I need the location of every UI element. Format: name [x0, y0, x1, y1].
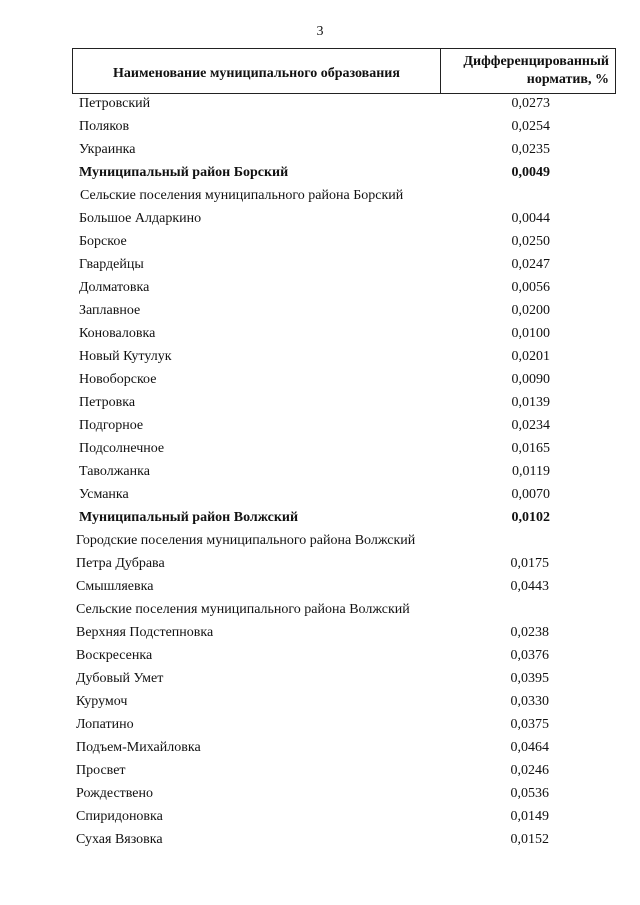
normative-value: 0,0149 — [510, 809, 549, 824]
table-header — [72, 48, 616, 94]
table-row — [0, 117, 640, 140]
normative-value: 0,0464 — [510, 740, 549, 755]
municipality-name: Петра Дубрава — [76, 556, 165, 571]
section-row — [0, 531, 640, 554]
normative-value: 0,0376 — [510, 648, 549, 663]
municipality-name: Сухая Вязовка — [76, 832, 163, 847]
municipality-name: Борское — [79, 234, 127, 249]
municipality-name: Сельские поселения муниципального района Борский — [80, 188, 404, 203]
normative-value: 0,0139 — [511, 395, 550, 410]
normative-value: 0,0056 — [511, 280, 550, 295]
municipality-name: Подсолнечное — [79, 441, 165, 456]
table-row — [0, 646, 640, 669]
municipality-name: Сельские поселения муниципального района Волжский — [76, 602, 410, 617]
normative-value: 0,0175 — [510, 556, 549, 571]
table-row — [0, 669, 640, 692]
table-row — [0, 623, 640, 646]
municipality-name: Подгорное — [79, 418, 144, 433]
municipality-name: Новый Кутулук — [79, 349, 172, 364]
normative-value: 0,0536 — [510, 786, 549, 801]
normative-value: 0,0247 — [511, 257, 550, 272]
table-row — [0, 830, 640, 853]
municipality-name: Курумоч — [76, 694, 128, 709]
table-row — [0, 278, 640, 301]
table-row — [0, 692, 640, 715]
normative-value: 0,0330 — [510, 694, 549, 709]
page-number: 3 — [316, 24, 324, 39]
municipality-name: Новоборское — [79, 372, 157, 387]
normative-value: 0,0102 — [511, 510, 550, 525]
municipality-name: Подъем-Михайловка — [76, 740, 201, 755]
normative-value: 0,0049 — [511, 165, 550, 180]
municipality-name: Дубовый Умет — [76, 671, 164, 686]
table-row — [0, 370, 640, 393]
normative-value: 0,0165 — [511, 441, 550, 456]
section-row — [0, 600, 640, 623]
table-row — [0, 807, 640, 830]
district-row — [0, 508, 640, 531]
table-row — [0, 393, 640, 416]
municipality-name: Рождествено — [76, 786, 154, 801]
table-row — [0, 439, 640, 462]
normative-value: 0,0200 — [511, 303, 550, 318]
column-header-normative-line1: Дифференцированный — [463, 54, 609, 69]
municipality-name: Воскресенка — [76, 648, 153, 663]
normative-value: 0,0375 — [510, 717, 549, 732]
table-row — [0, 347, 640, 370]
municipality-name: Муниципальный район Борский — [79, 165, 289, 180]
normative-value: 0,0152 — [510, 832, 549, 847]
table-row — [0, 715, 640, 738]
table-row — [0, 416, 640, 439]
normative-value: 0,0070 — [511, 487, 550, 502]
normative-value: 0,0235 — [511, 142, 550, 157]
municipality-name: Спиридоновка — [76, 809, 163, 824]
column-header-name: Наименование муниципального образования — [73, 49, 441, 93]
normative-value: 0,0201 — [511, 349, 550, 364]
normative-value: 0,0395 — [510, 671, 549, 686]
normative-value: 0,0238 — [510, 625, 549, 640]
table-row — [0, 140, 640, 163]
table-row — [0, 784, 640, 807]
district-row — [0, 163, 640, 186]
municipality-name: Смышляевка — [76, 579, 154, 594]
municipality-name: Поляков — [79, 119, 130, 134]
normative-value: 0,0044 — [511, 211, 550, 226]
table-row — [0, 577, 640, 600]
table-row — [0, 485, 640, 508]
municipality-name: Петровский — [79, 96, 151, 111]
column-header-normative — [441, 49, 615, 93]
column-header-normative-line2: норматив, % — [526, 72, 609, 87]
municipality-name: Верхняя Подстепновка — [76, 625, 214, 640]
normative-value: 0,0273 — [511, 96, 550, 111]
municipality-name: Долматовка — [79, 280, 150, 295]
table-row — [0, 462, 640, 485]
municipality-name: Петровка — [79, 395, 136, 410]
table-row — [0, 301, 640, 324]
table-row — [0, 209, 640, 232]
section-row — [0, 186, 640, 209]
normative-value: 0,0090 — [511, 372, 550, 387]
normative-value: 0,0246 — [510, 763, 549, 778]
normative-value: 0,0443 — [510, 579, 549, 594]
municipality-name: Большое Алдаркино — [79, 211, 202, 226]
normative-value: 0,0234 — [511, 418, 550, 433]
table-row — [0, 761, 640, 784]
municipality-name: Городские поселения муниципального района Волжский — [76, 533, 416, 548]
table-row — [0, 94, 640, 117]
normative-value: 0,0100 — [511, 326, 550, 341]
normative-value: 0,0119 — [512, 464, 550, 479]
table-row — [0, 554, 640, 577]
municipality-name: Таволжанка — [79, 464, 150, 479]
normative-value: 0,0254 — [511, 119, 550, 134]
normative-value: 0,0250 — [511, 234, 550, 249]
municipality-name: Коноваловка — [79, 326, 156, 341]
table-row — [0, 738, 640, 761]
municipality-name: Муниципальный район Волжский — [79, 510, 299, 525]
table-body — [0, 94, 640, 853]
municipality-name: Заплавное — [79, 303, 141, 318]
table-row — [0, 324, 640, 347]
municipality-name: Усманка — [79, 487, 129, 502]
municipality-name: Украинка — [79, 142, 136, 157]
municipality-name: Лопатино — [76, 717, 134, 732]
municipality-name: Просвет — [76, 763, 126, 778]
table-row — [0, 255, 640, 278]
municipality-name: Гвардейцы — [79, 257, 144, 272]
table-row — [0, 232, 640, 255]
